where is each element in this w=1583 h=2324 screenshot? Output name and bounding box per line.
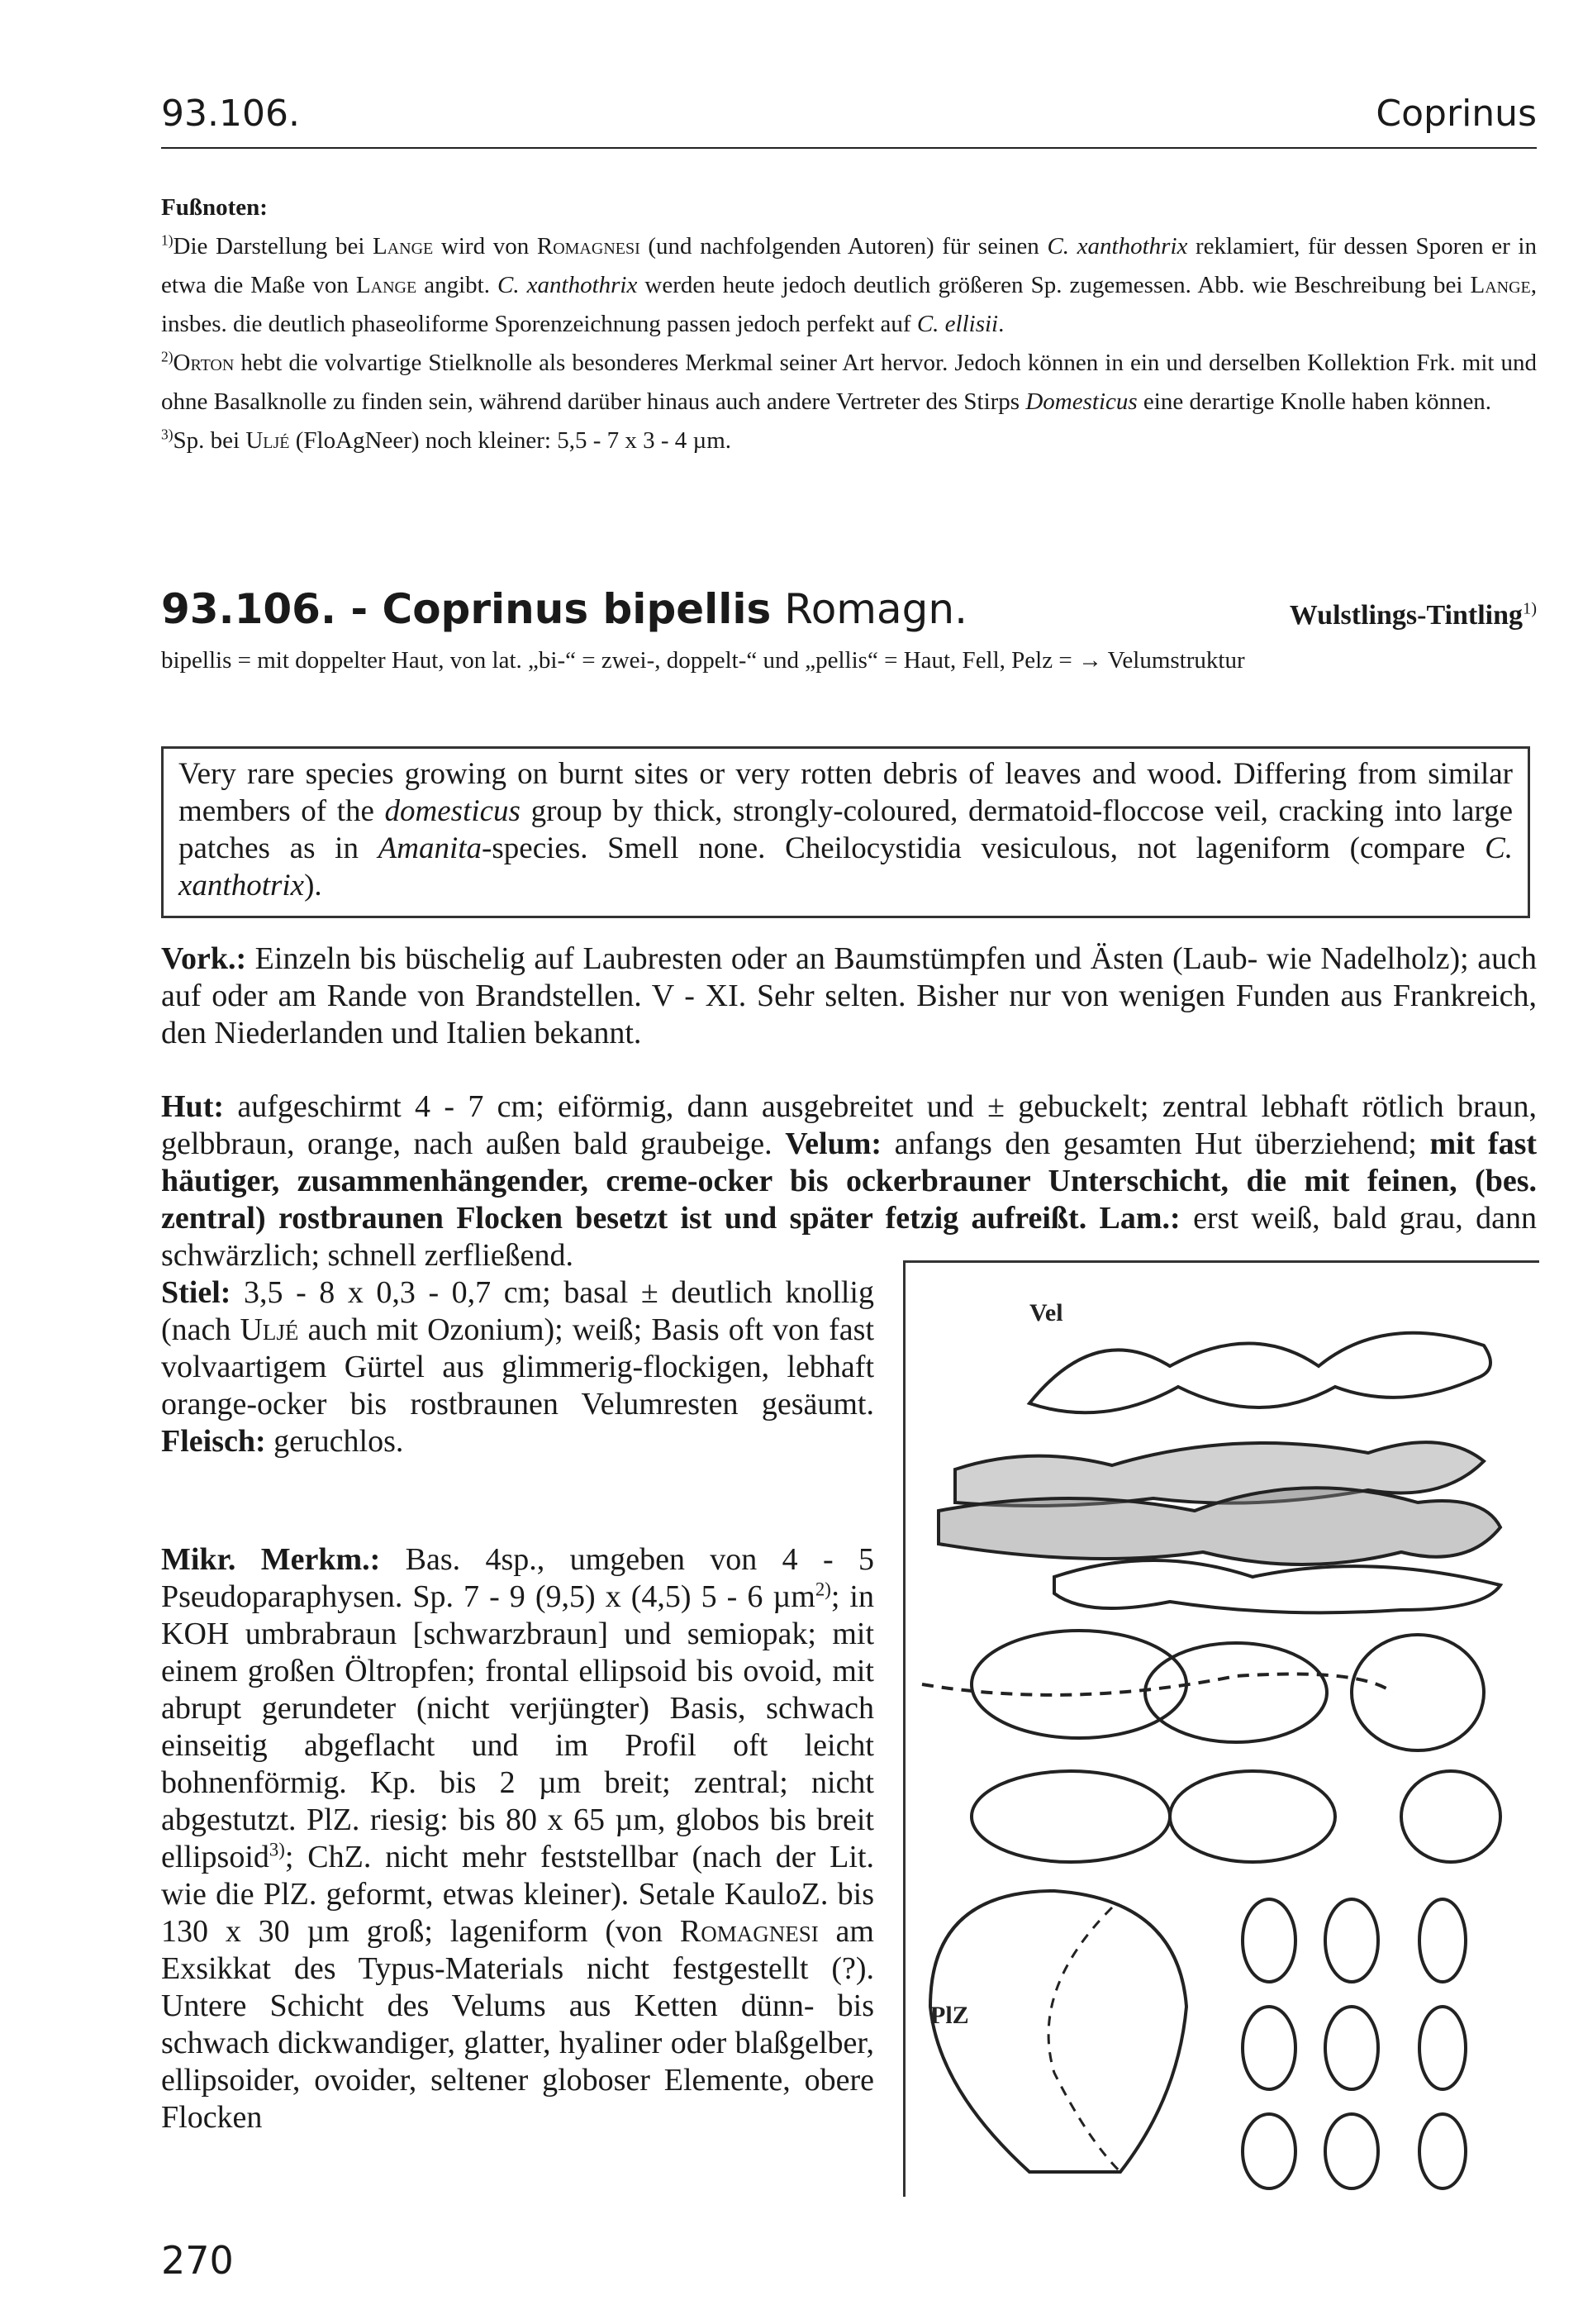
etymology: bipellis = mit doppelter Haut, von lat. „bi-“ = zwei-, doppelt-“ und „pellis“ = Haut, Fell, Pelz = → Velumstruktur — [161, 647, 1245, 674]
velum-cells-drawing — [922, 1333, 1500, 1862]
english-summary-box: Very rare species growing on burnt sites or very rotten debris of leaves and wood. Differing from similar members of the domesticus group by thick, strongly-coloured, dermatoid-floccose veil, cracking into large patches as in Amanita-species. Smell none. Cheilocystidia vesiculous, not lageniform (compare C. xanthotrix). — [161, 746, 1530, 918]
page-number: 270 — [161, 2238, 234, 2283]
footnotes — [161, 188, 1537, 460]
mikr-paragraph: Mikr. Merkm.: Bas. 4sp., umgeben von 4 - 5 Pseudoparaphysen. Sp. 7 - 9 (9,5) x (4,5) 5 - 6 µm$^{2)}$; in KOH umbrabraun [schwarzbraun] und semiopak; mit einem großen Öltropfen; frontal ellipsoid bis ovoid, mit abrupt gerundeter (nicht verjüngter) Basis, schwach einseitig abgeflacht und im Profil oft leicht bohnenförmig. Kp. bis 2 µm breit; zentral; nicht abgestutzt. PlZ. riesig: bis 80 x 65 µm, globos bis breit ellipsoid$^{3)}$; ChZ. nicht mehr feststellbar (nach der Lit. wie die PlZ. geformt, etwas kleiner). Setale KauloZ. bis 130 x 30 µm groß; lageniform (von Romagnesi am Exsikkat des Typus-Materials nicht festgestellt (?). Untere Schicht des Velums aus Ketten dünn- bis schwach dickwandiger, glatter, hyaliner oder blaßgelber, ellipsoider, ovoider, seltener globoser Elemente, obere Flocken — [161, 1542, 874, 2135]
hut-paragraph: Hut: aufgeschirmt 4 - 7 cm; eiförmig, dann ausgebreitet und ± gebuckelt; zentral lebhaft rötlich braun, gelbbraun, orange, nach außen bald graubeige. Velum: anfangs den gesamten Hut überziehend; mit fast häutiger, zusammenhängender, creme-ocker bis ockerbrauner Unterschicht, die mit feinen, (bes. zentral) rostbraunen Flocken besetzt ist und später fetzig aufreißt. Lam.: erst weiß, bald grau, dann schwärzlich; schnell zerfließend. — [161, 1089, 1538, 1273]
footnotes-heading: Fußnoten: — [161, 194, 268, 221]
microscopy-figure — [903, 1260, 1539, 2197]
running-header-number: 93.106. — [161, 93, 300, 135]
figure-label-vel: Vel — [1029, 1299, 1063, 1326]
footnote-2: $^{2)}$Orton hebt die volvartige Stielknolle als besonderes Merkmal seiner Art hervor. Jedoch können in ein und derselben Kollektion Frk. mit und ohne Basalknolle zu finden sein, während darüber hinaus auch andere Vertreter des Stirps Domesticus eine derartige Knolle haben können. — [161, 348, 1537, 415]
pleurocystidium-drawing — [930, 1891, 1186, 2172]
footnote-1: $^{1)}$Die Darstellung bei Lange wird von Romagnesi (und nachfolgenden Autoren) für seinen C. xanthothrix reklamiert, für dessen Sporen er in etwa die Maße von Lange angibt. C. xanthothrix werden heute jedoch deutlich größeren Sp. zugemessen. Abb. wie Beschreibung bei Lange, insbes. die deutlich phaseoliforme Sporenzeichnung passen jedoch perfekt auf C. ellisii. — [161, 231, 1537, 337]
stiel-paragraph: Stiel: 3,5 - 8 x 0,3 - 0,7 cm; basal ± deutlich knollig (nach Uljé auch mit Ozonium); weiß; Basis oft von fast volvaartigem Gürtel aus glimmerig-flockigen, lebhaft orange-ocker bis rostbraunen Velumresten gesäumt. Fleisch: geruchlos. — [161, 1275, 875, 1459]
figure-label-plz: PlZ — [930, 2002, 969, 2029]
header-rule — [161, 147, 1537, 149]
vork-paragraph: Vork.: Einzeln bis büschelig auf Laubresten oder an Baumstümpfen und Ästen (Laub- wie Nadelholz); auch auf oder am Rande von Brandstellen. V - XI. Sehr selten. Bisher nur von wenigen Funden aus Frankreich, den Niederlanden und Italien bekannt. — [161, 941, 1537, 1050]
spores-drawing — [1243, 1899, 1466, 2188]
running-header-genus: Coprinus — [1376, 93, 1537, 135]
footnote-3: $^{3)}$Sp. bei Uljé (FloAgNeer) noch kleiner: 5,5 - 7 x 3 - 4 µm. — [161, 426, 732, 454]
common-name: Wulstlings-Tintling$^{1)}$ — [1289, 599, 1537, 631]
species-title: 93.106. - Coprinus bipellis Romagn. — [161, 585, 967, 633]
